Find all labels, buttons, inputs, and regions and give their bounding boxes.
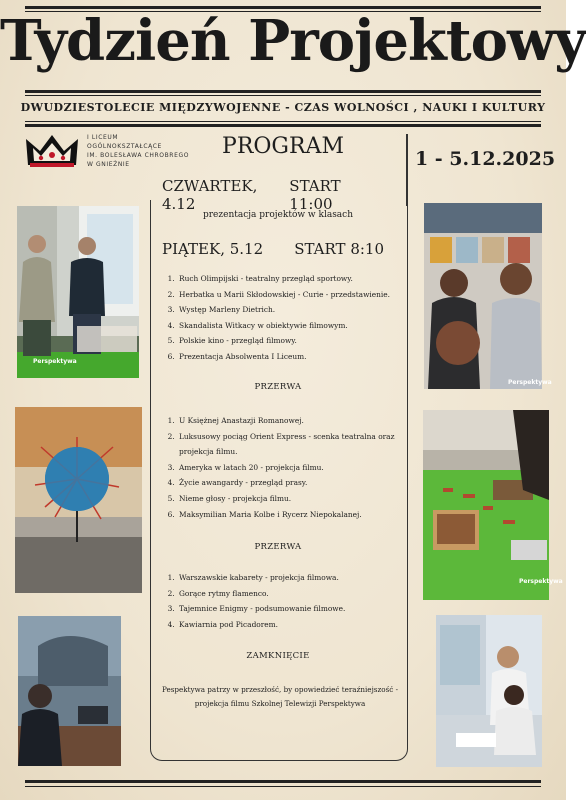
poster-subtitle: DWUDZIESTOLECIE MIĘDZYWOJENNE - CZAS WOLNOŚCI , NAUKI I KULTURY: [20, 101, 546, 114]
bottom-rule: [25, 780, 541, 783]
list-item: 1. Ruch Olimpijski - teatralny przegląd sportowy.: [177, 271, 413, 287]
list-item: 5. Nieme głosy - projekcja filmu.: [177, 491, 413, 507]
program-list-3: [165, 570, 413, 632]
list-item: 4. Skandalista Witkacy w obiektywie filmowym.: [177, 318, 413, 334]
photo-virus-model-image: [15, 407, 142, 593]
thursday-start: START 11:00: [289, 177, 341, 213]
bottom-rule-thin: [25, 786, 541, 787]
list-item: [177, 429, 413, 460]
list-item: 3. Występ Marleny Dietrich.: [177, 302, 413, 318]
divider-line: [406, 134, 408, 206]
title-rule-thin: [25, 95, 541, 96]
photo-virus-model: [15, 407, 142, 593]
event-dates: 1 - 5.12.2025: [414, 148, 556, 170]
program-heading: PROGRAM: [222, 134, 344, 159]
break-label-1: PRZERWA: [254, 382, 302, 392]
photo-label: Perspektywa: [33, 358, 77, 365]
list-item: 3. Tajemnice Enigmy - podsumowanie filmowe.: [177, 601, 413, 617]
list-item: 5. Polskie kino - przegląd filmowy.: [177, 333, 413, 349]
photo-label: Perspektywa: [519, 578, 563, 585]
school-line: I LICEUM: [87, 134, 119, 141]
friday-row: [150, 240, 406, 258]
thursday-note: prezentacja projektów w klasach: [202, 210, 354, 220]
photo-dark-room: [18, 616, 121, 766]
friday-start: START 8:10: [294, 240, 384, 258]
list-item: 4. Życie awangardy - przegląd prasy.: [177, 475, 413, 491]
thursday-row: [150, 177, 406, 213]
photo-classroom-work: [436, 615, 542, 767]
closing-text: Pespektywa patrzy w przeszłość, by opowiedzieć teraźniejszość - projekcja filmu Szkolnej Telewizji Perspektywa: [161, 685, 399, 708]
photo-label: Perspektywa: [508, 379, 552, 386]
title-rule: [25, 90, 541, 93]
photo-classroom-work-image: [436, 615, 542, 767]
list-item: 6. Prezentacja Absolwenta I Liceum.: [177, 349, 413, 365]
friday-day: PIĄTEK, 5.12: [162, 240, 264, 258]
thursday-day: CZWARTEK, 4.12: [162, 177, 258, 213]
photo-students-right-1-image: [424, 203, 542, 389]
photo-students-left-1-image: [17, 206, 139, 378]
list-item: 4. Kawiarnia pod Picadorem.: [177, 617, 413, 633]
subtitle-rule: [25, 121, 541, 122]
list-item: 1. U Księżnej Anastazji Romanowej.: [177, 413, 413, 429]
photo-dark-room-image: [18, 616, 121, 766]
break-label-2: PRZERWA: [254, 542, 302, 552]
closing-label: ZAMKNIĘCIE: [246, 651, 310, 661]
school-line: W GNIEŹNIE: [87, 161, 130, 168]
crown-icon: [24, 131, 80, 171]
photo-students-left-1: [17, 206, 139, 378]
photo-workshop-table-image: [423, 410, 549, 600]
list-item-continuation: projekcja filmu.: [179, 447, 238, 457]
school-line: OGÓLNOKSZTAŁCĄCE: [87, 143, 162, 150]
program-list-1: [165, 271, 413, 365]
school-line: IM. BOLESŁAWA CHROBREGO: [87, 152, 190, 159]
program-list-2: [165, 413, 413, 522]
list-item-text: Luksusowy pociąg Orient Express - scenka teatralna oraz: [179, 431, 395, 441]
subtitle-rule-thick: [25, 124, 541, 127]
photo-workshop-table: [423, 410, 563, 600]
list-item: 2. Herbatka u Marii Skłodowskiej - Curie - przedstawienie.: [177, 287, 413, 303]
poster-title: Tydzień Projektowy: [0, 8, 586, 74]
list-item: 1. Warszawskie kabarety - projekcja filmowa.: [177, 570, 413, 586]
list-item: 3. Ameryka w latach 20 - projekcja filmu.: [177, 460, 413, 476]
list-item: 2. Gorące rytmy flamenco.: [177, 586, 413, 602]
list-item: 6. Maksymilian Maria Kolbe i Rycerz Niepokalanej.: [177, 507, 413, 523]
photo-students-right-1: [424, 203, 552, 389]
